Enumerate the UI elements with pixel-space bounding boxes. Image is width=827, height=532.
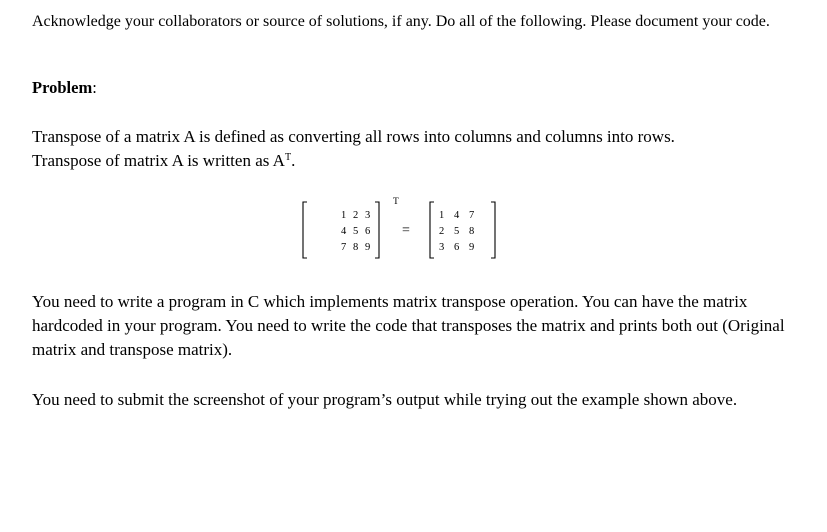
equals-sign: = — [402, 223, 410, 238]
right-cell-2-1: 6 — [454, 242, 460, 253]
right-cell-2-2: 9 — [469, 242, 475, 253]
right-cell-0-2: 7 — [469, 210, 475, 221]
matrix-figure-svg — [299, 194, 519, 266]
left-cell-2-1: 8 — [353, 242, 359, 253]
intro-paragraph: Acknowledge your collaborators or source of solutions, if any. Do all of the following. Please document your code. — [32, 13, 770, 30]
left-cell-1-0: 4 — [341, 226, 347, 237]
left-cell-2-2: 9 — [365, 242, 371, 253]
matrix-transpose-figure — [299, 194, 519, 266]
problem-heading-colon: : — [92, 78, 97, 97]
definition-line-2-suffix: . — [291, 151, 296, 170]
submission-paragraph: You need to submit the screenshot of your program’s output while trying out the example shown above. — [32, 390, 738, 409]
transpose-superscript: T — [284, 152, 292, 163]
left-matrix-open-bracket — [303, 202, 307, 258]
left-cell-1-2: 6 — [365, 226, 371, 237]
right-cell-0-0: 1 — [439, 210, 445, 221]
right-matrix-cells — [439, 210, 474, 253]
problem-heading — [32, 76, 97, 99]
right-matrix-close-bracket — [491, 202, 495, 258]
left-matrix-close-bracket — [375, 202, 379, 258]
right-cell-2-0: 3 — [439, 242, 445, 253]
definition-line-1: Transpose of a matrix A is defined as converting all rows into columns and columns into rows. — [32, 127, 675, 146]
right-cell-1-1: 5 — [454, 226, 460, 237]
left-cell-0-1: 2 — [353, 210, 359, 221]
right-cell-0-1: 4 — [454, 210, 460, 221]
left-cell-0-0: 1 — [341, 210, 347, 221]
right-cell-1-2: 8 — [469, 226, 475, 237]
left-cell-1-1: 5 — [353, 226, 359, 237]
matrix-transpose-superscript: T — [393, 197, 399, 207]
instructions-paragraph: You need to write a program in C which implements matrix transpose operation. You can have the matrix hardcoded in your program. You need to write the code that transposes the matrix and prints both out (Original matrix and transpose matrix). — [32, 292, 785, 359]
right-matrix-open-bracket — [430, 202, 434, 258]
problem-heading-label: Problem — [32, 78, 93, 97]
right-cell-1-0: 2 — [439, 226, 445, 237]
left-matrix-cells — [341, 210, 370, 253]
left-cell-0-2: 3 — [365, 210, 371, 221]
left-cell-2-0: 7 — [341, 242, 347, 253]
definition-paragraph — [32, 125, 807, 173]
definition-line-2 — [32, 149, 807, 173]
definition-line-2-prefix: Transpose of matrix A is written as A — [32, 151, 285, 170]
